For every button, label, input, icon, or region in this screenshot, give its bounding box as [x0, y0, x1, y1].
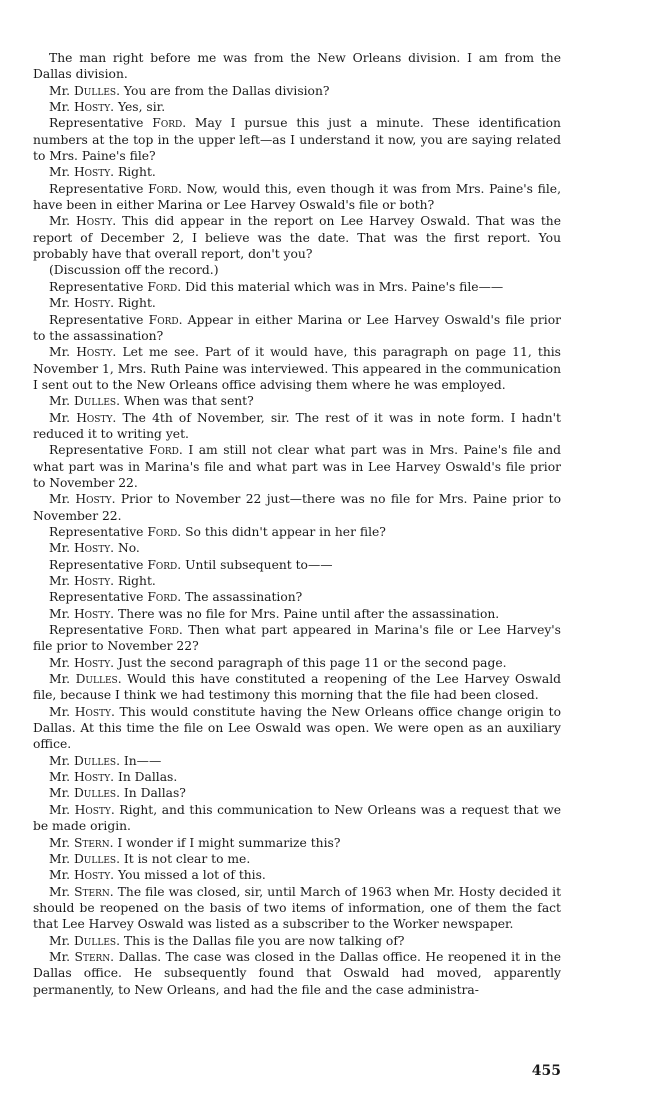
transcript-paragraph: [33, 181, 561, 214]
speaker-title: Mr.: [49, 410, 77, 425]
speaker-title: Mr.: [49, 770, 74, 785]
transcript-paragraph: [33, 573, 561, 589]
speaker-title: Mr.: [49, 492, 76, 507]
paragraph-text: . This did appear in the report on Lee Harvey Oswald. That was the report of December 2, I believe was the date. That was the first report. You probably have that overall report, don't you?: [33, 214, 561, 262]
speaker-name: Ford: [147, 524, 178, 539]
paragraph-text: . This is the Dallas file you are now talking of?: [116, 933, 405, 948]
speaker-title: Mr.: [49, 704, 75, 719]
paragraph-text: . I wonder if I might summarize this?: [109, 835, 341, 850]
transcript-paragraph: [33, 442, 561, 491]
speaker-title: Mr.: [49, 851, 74, 866]
transcript-paragraph: [33, 540, 561, 556]
speaker-title: Mr.: [49, 655, 74, 670]
transcript-paragraph: [33, 835, 561, 851]
transcript-paragraph: [33, 344, 561, 393]
paragraph-text: . Appear in either Marina or Lee Harvey Oswald's file prior to the assassination?: [33, 312, 561, 343]
speaker-title: Mr.: [49, 949, 75, 964]
transcript-paragraph: [33, 99, 561, 115]
speaker-title: Mr.: [49, 394, 74, 409]
speaker-name: Hosty: [74, 802, 111, 817]
speaker-name: Dulles: [75, 672, 118, 687]
speaker-title: Mr.: [49, 165, 74, 180]
transcript-paragraph: [33, 884, 561, 933]
speaker-title: Mr.: [49, 574, 74, 588]
transcript-paragraph: [33, 622, 561, 655]
transcript-paragraph: [33, 557, 561, 573]
speaker-name: Ford: [148, 312, 179, 327]
speaker-title: Mr.: [49, 606, 74, 621]
speaker-name: Hosty: [76, 214, 113, 229]
transcript-paragraph: [33, 491, 561, 524]
transcript-paragraph: [33, 802, 561, 835]
paragraph-text: . Now, would this, even though it was from Mrs. Paine's file, have been in either Marina or Lee Harvey Oswald's file or both?: [33, 181, 561, 213]
transcript-paragraph: [33, 262, 561, 278]
speaker-title: Representative: [49, 116, 153, 131]
speaker-name: Hosty: [73, 165, 111, 180]
speaker-name: Dulles: [73, 786, 117, 801]
paragraph-text: . In Dallas?: [116, 786, 186, 801]
speaker-name: Hosty: [74, 704, 111, 719]
speaker-title: Representative: [49, 279, 148, 294]
paragraph-text: . Then what part appeared in Marina's file or Lee Harvey's file prior to November 22?: [33, 623, 561, 654]
transcript-body: [33, 50, 561, 998]
page-number: 455: [531, 1063, 561, 1079]
paragraph-text: . Dallas. The case was closed in the Dallas office. He reopened it in the Dallas office. He subsequently found that Oswald had moved, apparently permanently, to New Orleans, and had the file and the case administra-: [33, 949, 561, 997]
paragraph-text: . It is not clear to me.: [116, 851, 251, 866]
paragraph-text: . Right.: [110, 574, 156, 588]
speaker-name: Ford: [148, 443, 179, 458]
paragraph-text: . Right, and this communication to New Orleans was a request that we be made origin.: [33, 802, 562, 834]
paragraph-text: . In——: [116, 753, 162, 768]
speaker-name: Ford: [148, 181, 179, 196]
speaker-title: Mr.: [49, 100, 74, 115]
paragraph-text: . This would constitute having the New Orleans office change origin to Dallas. At this time the file on Lee Oswald was open. We were open as an auxiliary office.: [33, 704, 561, 752]
speaker-name: Hosty: [76, 410, 113, 425]
transcript-paragraph: [33, 83, 561, 99]
paragraph-text: . Prior to November 22 just—there was no file for Mrs. Paine prior to November 22.: [33, 492, 562, 523]
speaker-name: Dulles: [73, 933, 117, 948]
speaker-title: Mr.: [49, 214, 77, 229]
transcript-paragraph: [33, 704, 561, 753]
speaker-title: Mr.: [49, 933, 74, 948]
transcript-paragraph: [33, 164, 561, 180]
speaker-name: Stern: [74, 949, 111, 964]
paragraph-text: . Yes, sir.: [110, 100, 166, 115]
transcript-paragraph: [33, 655, 561, 671]
speaker-title: Mr.: [49, 786, 74, 801]
transcript-paragraph: [33, 295, 561, 311]
speaker-name: Hosty: [76, 345, 113, 360]
transcript-paragraph: [33, 410, 561, 443]
transcript-paragraph: [33, 393, 561, 409]
speaker-title: Mr.: [49, 884, 75, 899]
speaker-title: Mr.: [49, 672, 76, 687]
speaker-name: Hosty: [73, 574, 111, 588]
speaker-title: Mr.: [49, 835, 74, 850]
paragraph-text: . Until subsequent to——: [177, 557, 333, 572]
paragraph-text: . Let me see. Part of it would have, this paragraph on page 11, this November 1, Mrs. Ruth Paine was interviewed. This appeared in the communication I sent out to the New Orleans office advising them where he was employed.: [33, 345, 561, 392]
paragraph-text: . I am still not clear what part was in Mrs. Paine's file and what part was in Marina's file and what part was in Lee Harvey Oswald's file prior to November 22.: [33, 443, 561, 490]
transcript-paragraph: [33, 589, 561, 605]
paragraph-text: . No.: [110, 541, 140, 556]
paragraph-text: (Discussion off the record.): [49, 263, 219, 278]
speaker-title: Mr.: [49, 868, 74, 883]
paragraph-text: . Right.: [110, 296, 156, 311]
speaker-name: Ford: [147, 590, 178, 605]
speaker-name: Hosty: [73, 100, 111, 115]
speaker-title: Mr.: [49, 753, 74, 768]
speaker-name: Ford: [152, 116, 183, 131]
speaker-title: Mr.: [49, 345, 77, 360]
speaker-name: Ford: [148, 623, 179, 638]
speaker-title: Mr.: [49, 83, 74, 98]
speaker-name: Dulles: [73, 753, 117, 768]
paragraph-text: . Did this material which was in Mrs. Paine's file——: [177, 279, 504, 294]
transcript-paragraph: [33, 671, 561, 704]
speaker-name: Ford: [147, 279, 178, 294]
speaker-title: Representative: [49, 524, 148, 539]
speaker-name: Hosty: [73, 655, 111, 670]
transcript-paragraph: [33, 524, 561, 540]
transcript-paragraph: [33, 769, 561, 785]
paragraph-text: . The assassination?: [177, 590, 303, 605]
transcript-paragraph: [33, 753, 561, 769]
paragraph-text: . So this didn't appear in her file?: [177, 524, 386, 539]
paragraph-text: . May I pursue this just a minute. These identification numbers at the top in the upper left—as I understand it now, you are saying related to Mrs. Paine's file?: [33, 116, 561, 164]
transcript-paragraph: [33, 851, 561, 867]
transcript-paragraph: [33, 785, 561, 801]
speaker-title: Mr.: [49, 802, 75, 817]
speaker-title: Mr.: [49, 541, 74, 556]
paragraph-text: . Just the second paragraph of this page 11 or the second page.: [110, 655, 507, 670]
paragraph-text: . The 4th of November, sir. The rest of it was in note form. I hadn't reduced it to writing yet.: [33, 410, 562, 441]
speaker-name: Dulles: [73, 851, 117, 866]
speaker-name: Ford: [147, 557, 178, 572]
speaker-title: Representative: [49, 181, 149, 196]
transcript-paragraph: [33, 50, 561, 83]
paragraph-text: . When was that sent?: [116, 394, 254, 409]
transcript-paragraph: [33, 933, 561, 949]
speaker-title: Representative: [49, 312, 149, 327]
transcript-paragraph: [33, 867, 561, 883]
speaker-name: Hosty: [73, 541, 111, 556]
transcript-paragraph: [33, 312, 561, 345]
speaker-title: Representative: [49, 623, 149, 638]
speaker-name: Hosty: [73, 296, 111, 311]
speaker-title: Representative: [49, 557, 148, 572]
paragraph-text: . Would this have constituted a reopening of the Lee Harvey Oswald file, because I think we had testimony this morning that the file had been closed.: [33, 672, 561, 703]
transcript-paragraph: [33, 213, 561, 262]
paragraph-text: . You are from the Dallas division?: [116, 83, 330, 98]
speaker-title: Representative: [49, 443, 149, 458]
transcript-paragraph: [33, 279, 561, 295]
speaker-title: Mr.: [49, 296, 74, 311]
paragraph-text: . There was no file for Mrs. Paine until after the assassination.: [110, 606, 500, 621]
speaker-title: Representative: [49, 590, 148, 605]
speaker-name: Hosty: [73, 868, 111, 883]
paragraph-text: . In Dallas.: [110, 770, 178, 785]
paragraph-text: . The file was closed, sir, until March of 1963 when Mr. Hosty decided it should be reopened on the basis of two items of information, one of them the fact that Lee Harvey Oswald was listed as a subscriber to the Worker newspaper.: [33, 884, 562, 932]
speaker-name: Hosty: [73, 770, 111, 785]
speaker-name: Stern: [73, 835, 110, 850]
speaker-name: Hosty: [75, 492, 112, 507]
paragraph-text: The man right before me was from the New Orleans division. I am from the Dallas division.: [33, 51, 561, 82]
paragraph-text: . You missed a lot of this.: [110, 868, 266, 883]
speaker-name: Dulles: [73, 394, 117, 409]
speaker-name: Hosty: [73, 606, 111, 621]
transcript-paragraph: [33, 115, 561, 164]
speaker-name: Dulles: [73, 83, 117, 98]
transcript-paragraph: [33, 949, 561, 998]
transcript-paragraph: [33, 606, 561, 622]
speaker-name: Stern: [74, 884, 110, 899]
paragraph-text: . Right.: [110, 165, 156, 180]
